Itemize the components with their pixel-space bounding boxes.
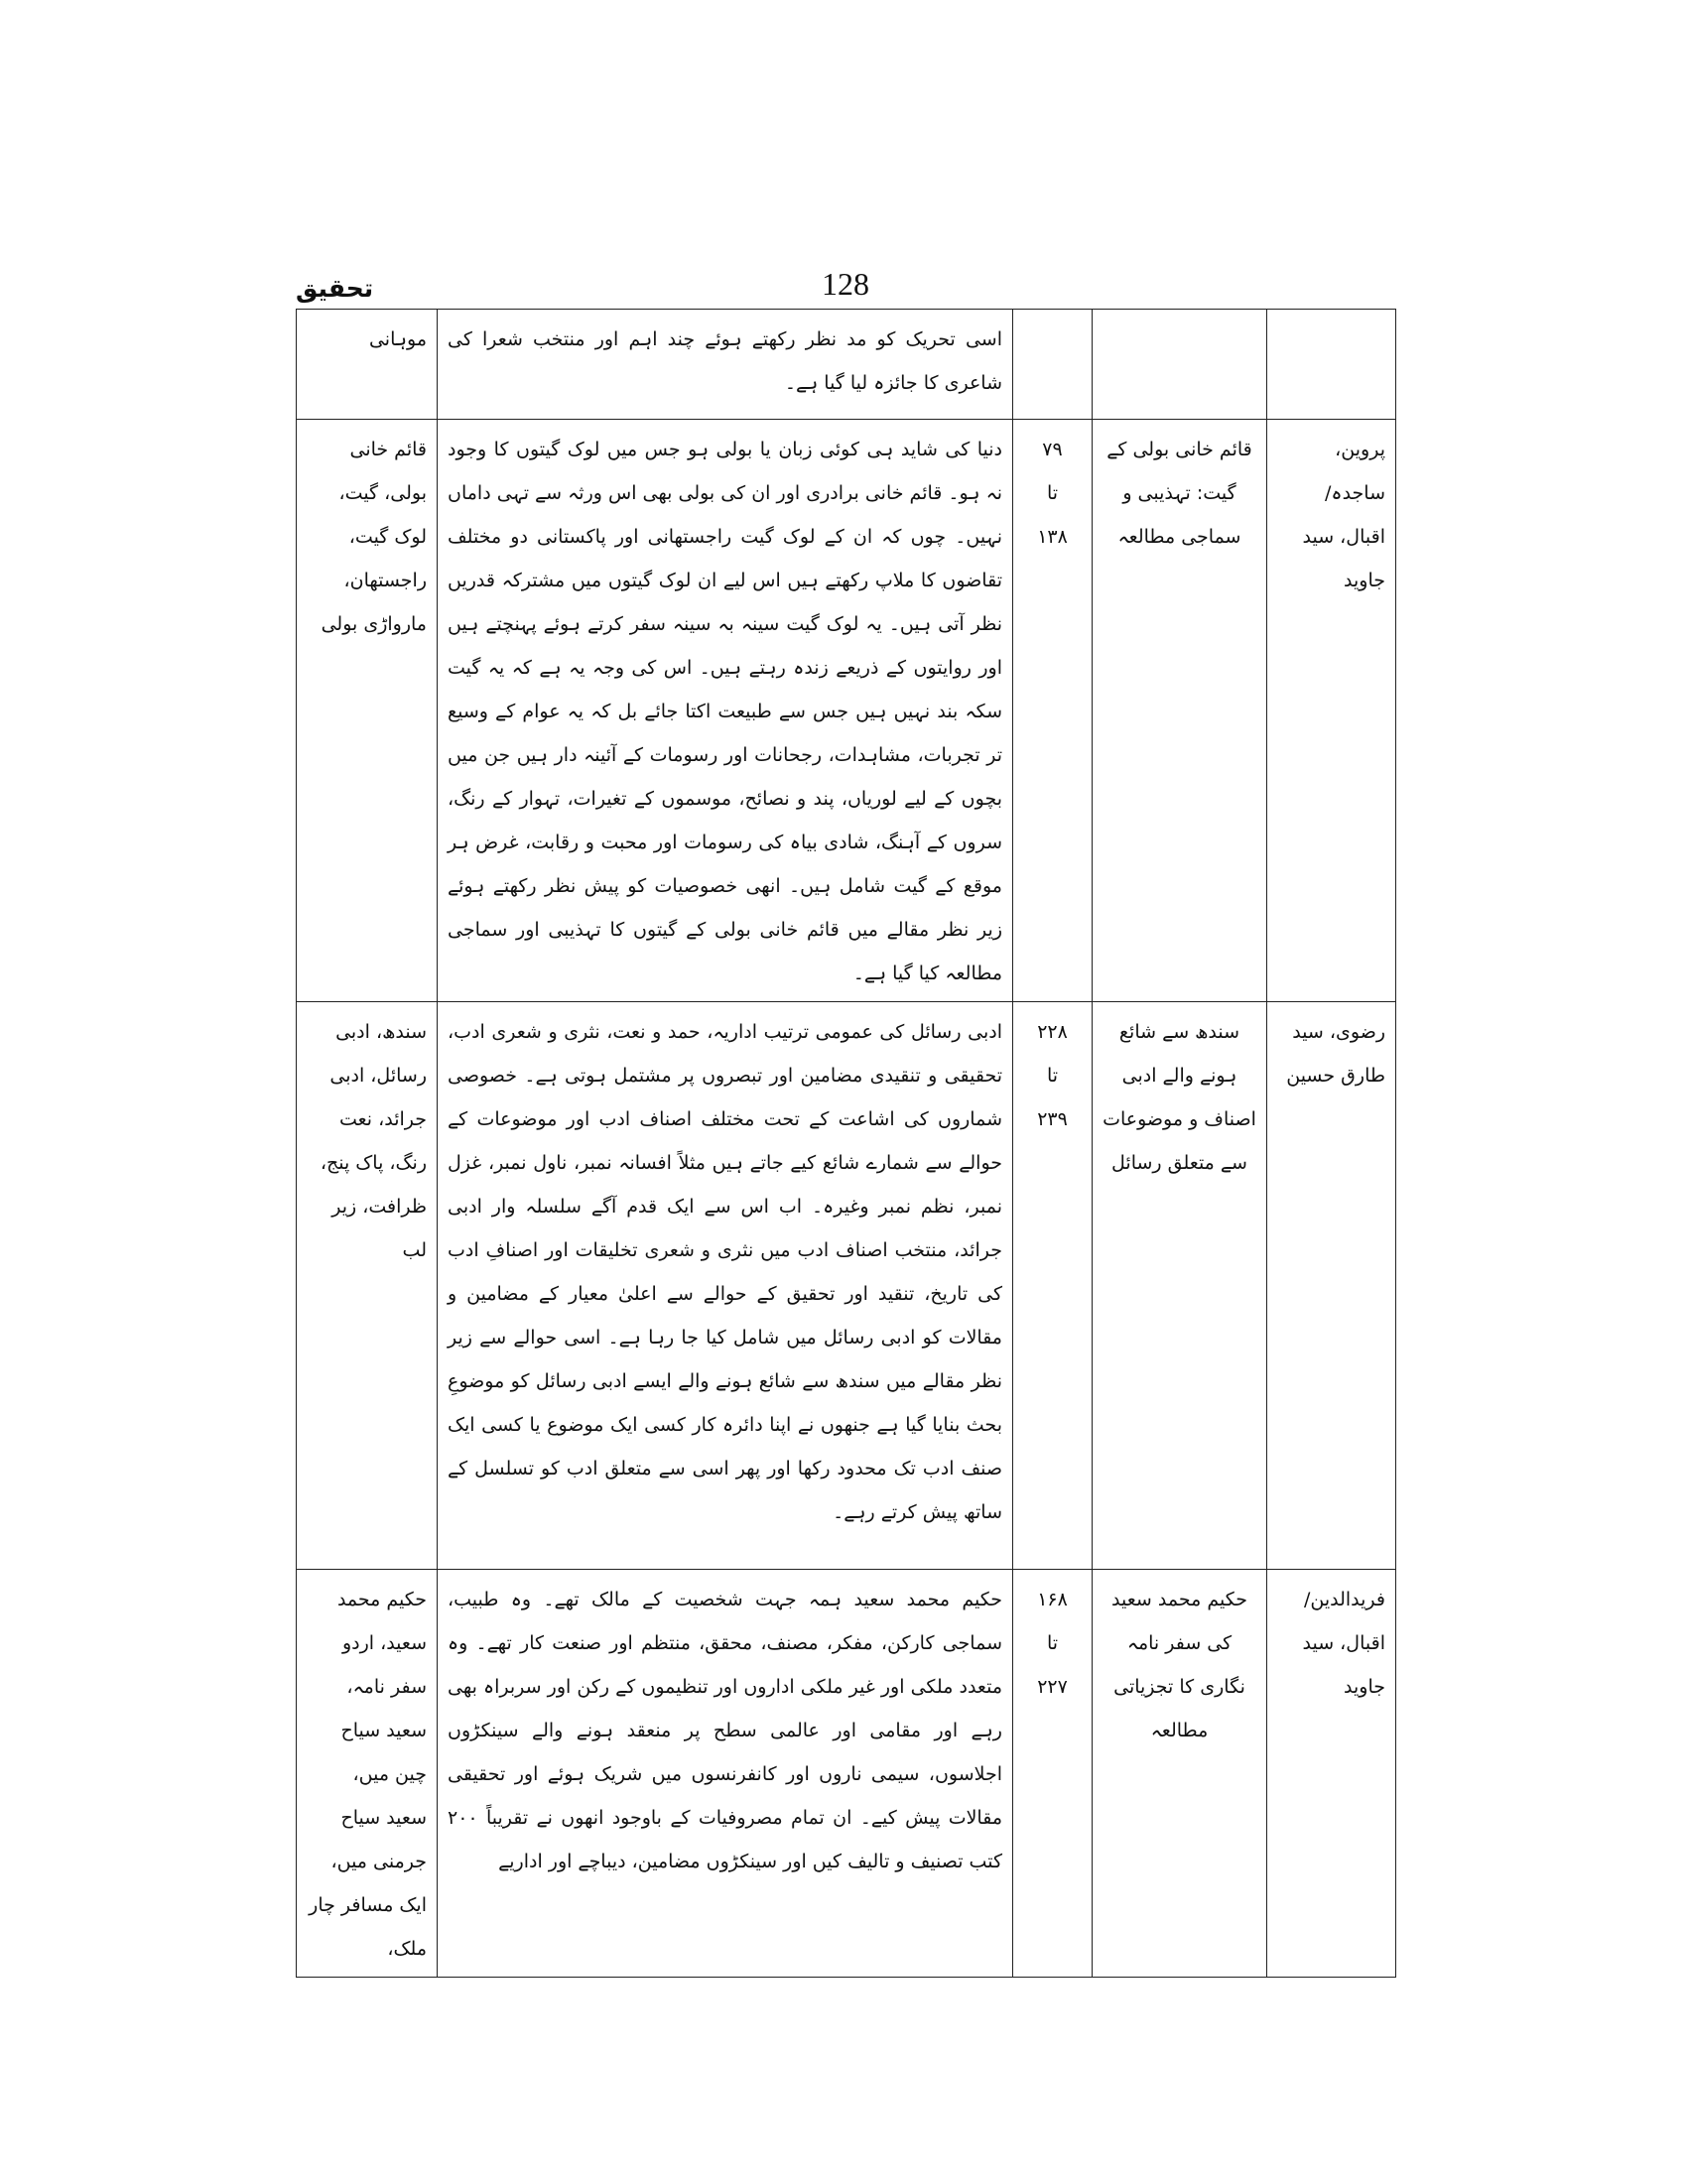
- page-to: ۱۳۸: [1037, 526, 1068, 548]
- abstract-cell: اسی تحریک کو مد نظر رکھتے ہوئے چند اہم اور منتخب شعرا کی شاعری کا جائزہ لیا گیا ہے۔: [438, 310, 1013, 420]
- page-from: ۱۶۸: [1037, 1589, 1068, 1610]
- table-row: [297, 1002, 1396, 1570]
- page-from: ۲۲۸: [1037, 1021, 1068, 1043]
- page-to: ۲۲۷: [1037, 1676, 1068, 1698]
- pages-cell: [1013, 1570, 1093, 1978]
- pages-cell: [1013, 1002, 1093, 1570]
- page-number: 128: [822, 266, 869, 302]
- articles-table: [296, 309, 1396, 1978]
- journal-name: تحقیق: [296, 274, 374, 303]
- pages-cell: [1013, 310, 1093, 420]
- pages-cell: [1013, 420, 1093, 1002]
- author-cell: پروین، ساجدہ/ اقبال، سید جاوید: [1267, 420, 1396, 1002]
- page-header: [296, 266, 1395, 306]
- keywords-cell: حکیم محمد سعید، اردو سفر نامہ، سعید سیاح چین میں، سعید سیاح جرمنی میں، ایک مسافر چار ملک،: [297, 1570, 438, 1978]
- author-cell: [1267, 310, 1396, 420]
- page-to-label: تا: [1046, 1065, 1059, 1087]
- abstract-cell: دنیا کی شاید ہی کوئی زبان یا بولی ہو جس میں لوک گیتوں کا وجود نہ ہو۔ قائم خانی برادری اور ان کی بولی بھی اس ورثہ سے تہی داماں نہیں۔ چوں کہ ان کے لوک گیت راجستھانی اور پاکستانی دو مختلف تقاضوں کا ملاپ رکھتے ہیں اس لیے ان لوک گیتوں میں مشترکہ قدریں نظر آتی ہیں۔ یہ لوک گیت سینہ بہ سینہ سفر کرتے ہوئے پہنچتے ہیں اور روایتوں کے ذریعے زندہ رہتے ہیں۔ اس کی وجہ یہ ہے کہ یہ گیت سکہ بند نہیں ہیں جس سے طبیعت اکتا جائے بل کہ یہ عوام کے وسیع تر تجربات، مشاہدات، رجحانات اور رسومات کے آئینہ دار ہیں جن میں بچوں کے لیے لوریاں، پند و نصائح، موسموں کے تغیرات، تہوار کے رنگ، سروں کے آہنگ، شادی بیاہ کی رسومات اور محبت و رقابت، غرض ہر موقع کے گیت شامل ہیں۔ انھی خصوصیات کو پیش نظر رکھتے ہوئے زیر نظر مقالے میں قائم خانی بولی کے گیتوں کا تہذیبی اور سماجی مطالعہ کیا گیا ہے۔: [438, 420, 1013, 1002]
- table-row: [297, 420, 1396, 1002]
- table-row: [297, 310, 1396, 420]
- title-cell: قائم خانی بولی کے گیت: تہذیبی و سماجی مطالعہ: [1093, 420, 1267, 1002]
- title-cell: سندھ سے شائع ہونے والے ادبی اصناف و موضوعات سے متعلق رسائل: [1093, 1002, 1267, 1570]
- keywords-cell: سندھ، ادبی رسائل، ادبی جرائد، نعت رنگ، پاک پنج، ظرافت، زیر لب: [297, 1002, 438, 1570]
- page-to-label: تا: [1046, 482, 1059, 504]
- page-to: ۲۳۹: [1037, 1108, 1068, 1130]
- abstract-cell: حکیم محمد سعید ہمہ جہت شخصیت کے مالک تھے۔ وہ طبیب، سماجی کارکن، مفکر، مصنف، محقق، منتظم اور صنعت کار تھے۔ وہ متعدد ملکی اور غیر ملکی اداروں اور تنظیموں کے رکن اور سربراہ بھی رہے اور مقامی اور عالمی سطح پر منعقد ہونے والے سینکڑوں اجلاسوں، سیمی ناروں اور کانفرنسوں میں شریک ہوئے اور تحقیقی مقالات پیش کیے۔ ان تمام مصروفیات کے باوجود انھوں نے تقریباً ۲۰۰ کتب تصنیف و تالیف کیں اور سینکڑوں مضامین، دیباچے اور اداریے: [438, 1570, 1013, 1978]
- title-cell: حکیم محمد سعید کی سفر نامہ نگاری کا تجزیاتی مطالعہ: [1093, 1570, 1267, 1978]
- page-to-label: تا: [1046, 1632, 1059, 1654]
- abstract-cell: ادبی رسائل کی عمومی ترتیب اداریہ، حمد و نعت، نثری و شعری ادب، تحقیقی و تنقیدی مضامین اور تبصروں پر مشتمل ہوتی ہے۔ خصوصی شماروں کی اشاعت کے تحت مختلف اصناف ادب اور موضوعات کے حوالے سے شمارے شائع کیے جاتے ہیں مثلاً افسانہ نمبر، ناول نمبر، غزل نمبر، نظم نمبر وغیرہ۔ اب اس سے ایک قدم آگے سلسلہ وار ادبی جرائد، منتخب اصناف ادب میں نثری و شعری تخلیقات اور اصنافِ ادب کی تاریخ، تنقید اور تحقیق کے حوالے سے اعلیٰ معیار کے مضامین و مقالات کو ادبی رسائل میں شامل کیا جا رہا ہے۔ اسی حوالے سے زیر نظر مقالے میں سندھ سے شائع ہونے والے ایسے ادبی رسائل کو موضوعِ بحث بنایا گیا ہے جنھوں نے اپنا دائرہ کار کسی ایک موضوع یا کسی ایک صنف ادب تک محدود رکھا اور پھر اسی سے متعلق ادب کو تسلسل کے ساتھ پیش کرتے رہے۔: [438, 1002, 1013, 1570]
- author-cell: فریدالدین/ اقبال، سید جاوید: [1267, 1570, 1396, 1978]
- keywords-cell: موہانی: [297, 310, 438, 420]
- table-row: [297, 1570, 1396, 1978]
- page-from: ۷۹: [1042, 439, 1063, 460]
- author-cell: رضوی، سید طارق حسین: [1267, 1002, 1396, 1570]
- keywords-cell: قائم خانی بولی، گیت، لوک گیت، راجستھان، مارواڑی بولی: [297, 420, 438, 1002]
- title-cell: [1093, 310, 1267, 420]
